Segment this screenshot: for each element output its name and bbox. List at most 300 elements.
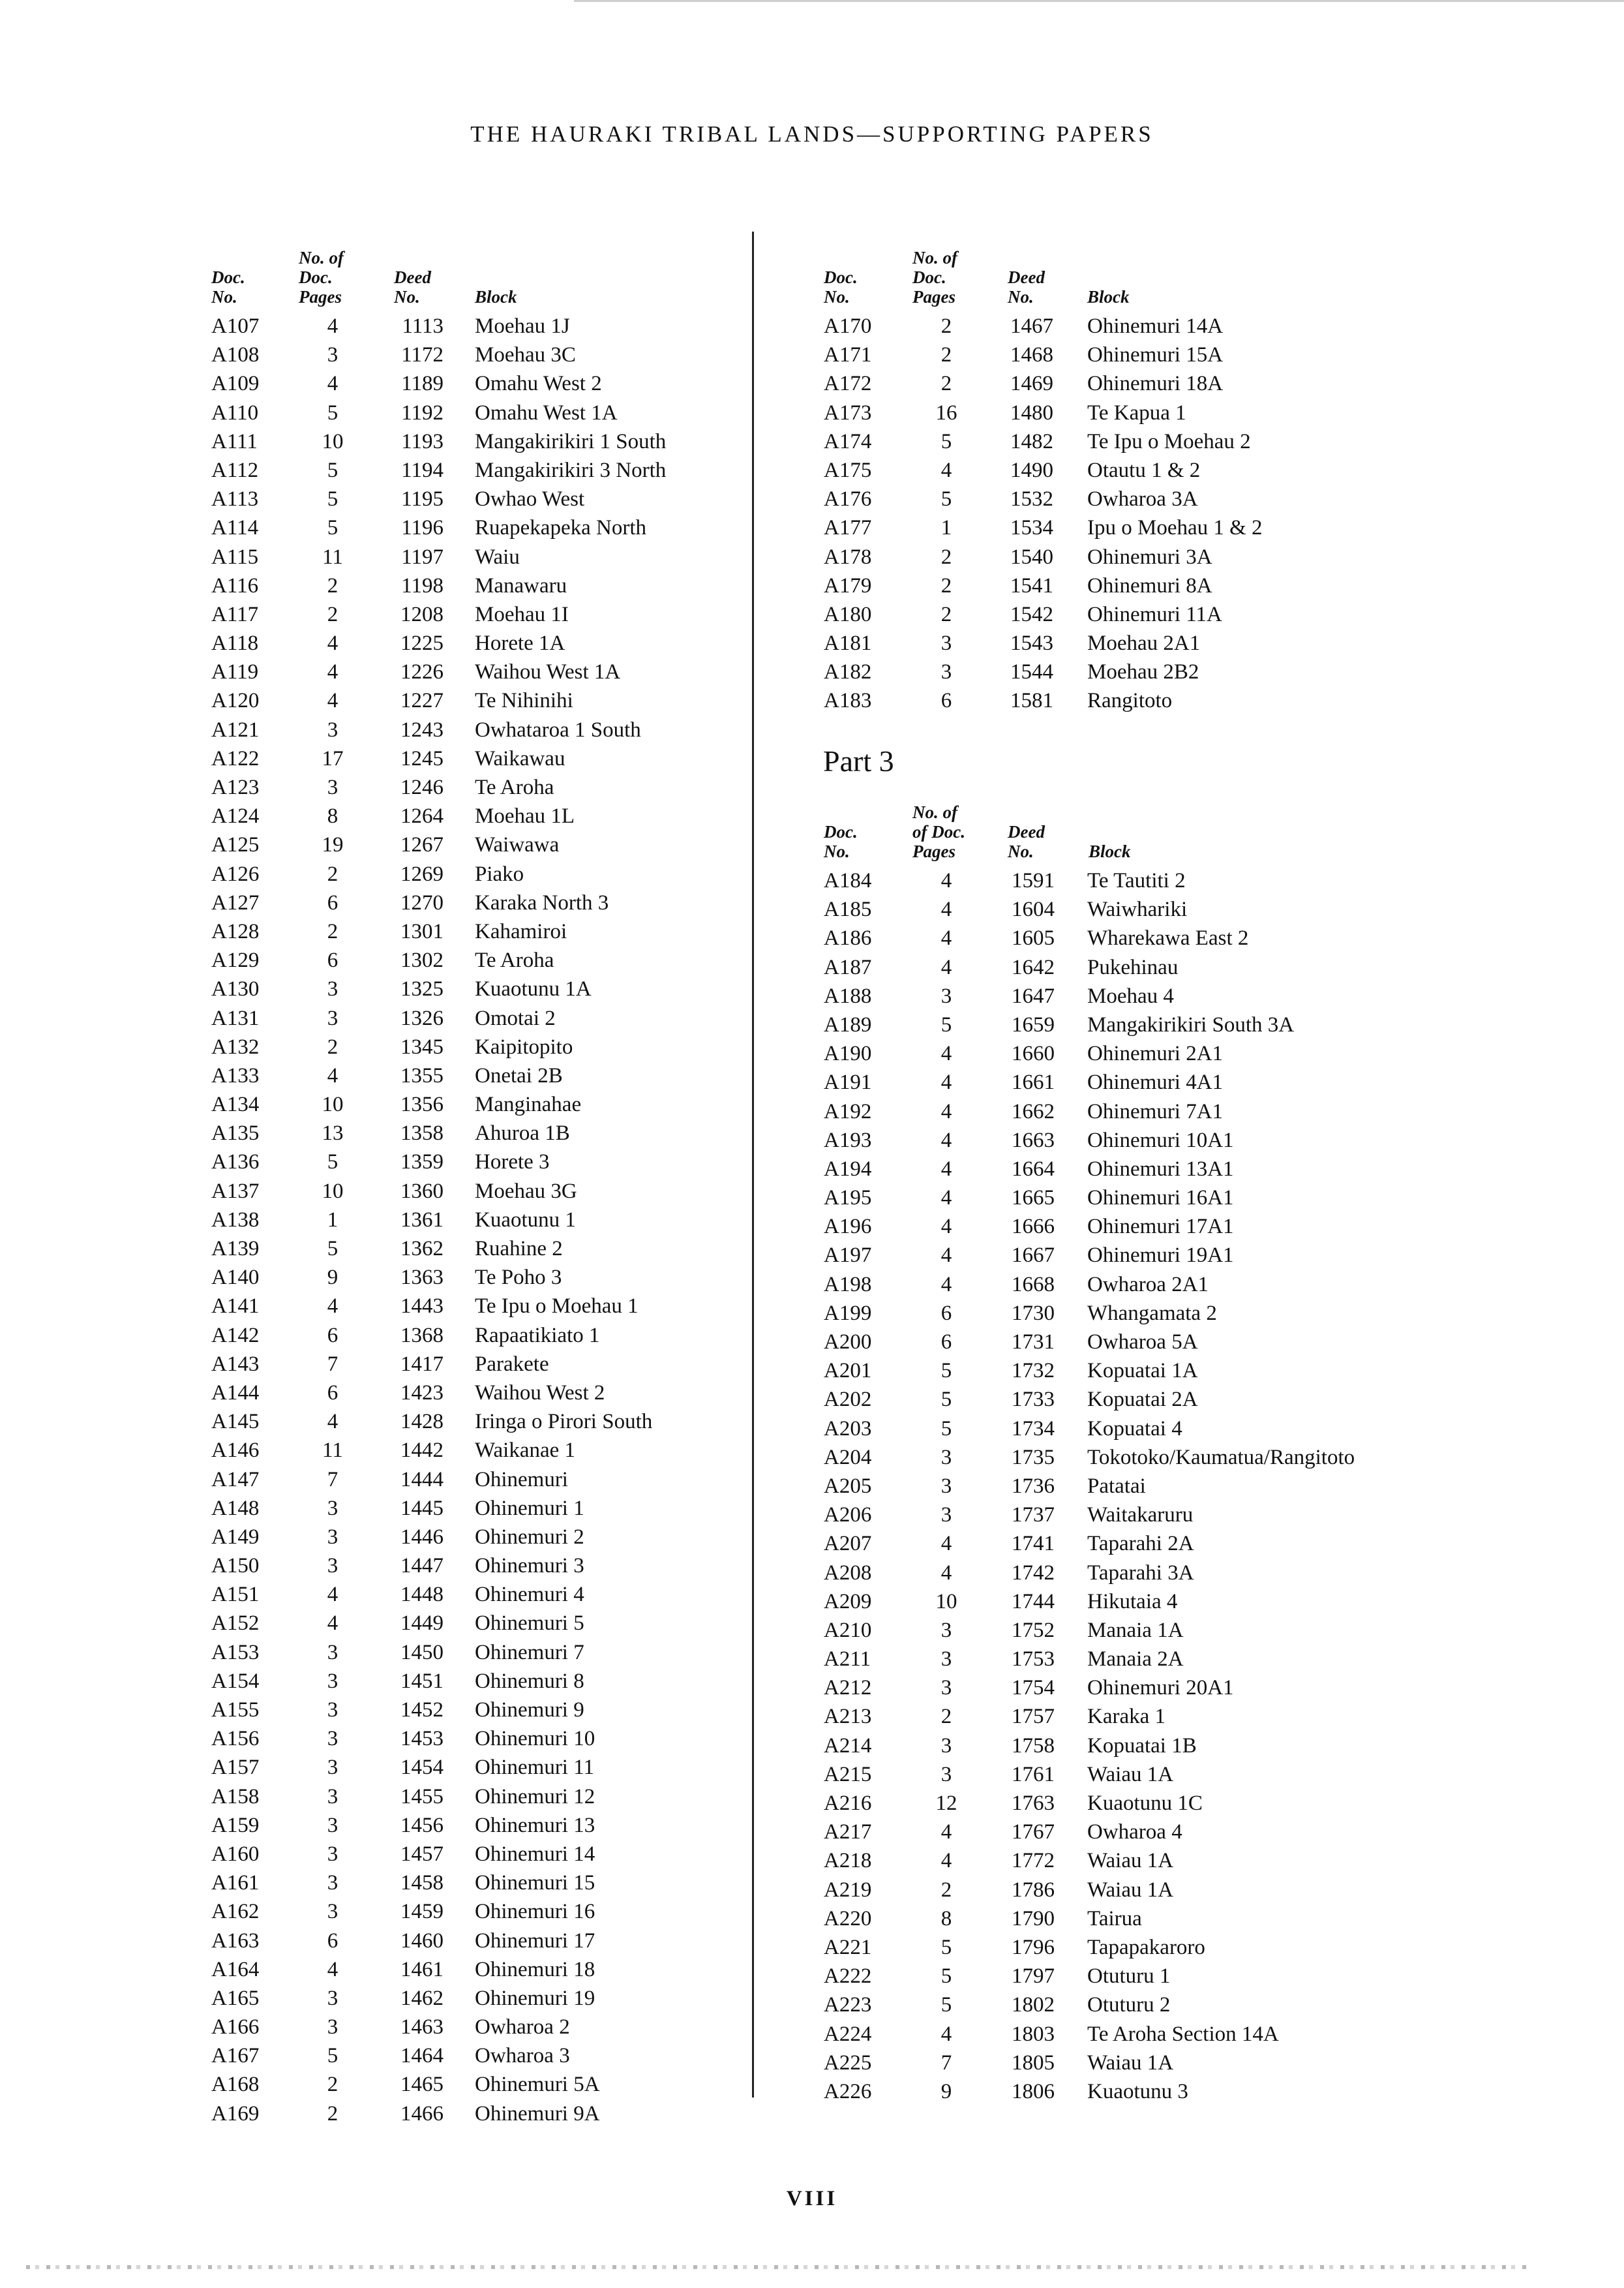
cell-deed: 1468 bbox=[1010, 343, 1053, 367]
cell-doc: A188 bbox=[824, 984, 872, 1008]
cell-doc: A138 bbox=[211, 1208, 260, 1232]
cell-deed: 1786 bbox=[1012, 1878, 1055, 1902]
cell-doc: A213 bbox=[824, 1705, 872, 1729]
cell-doc: A145 bbox=[211, 1410, 260, 1434]
cell-block: Te Aroha Section 14A bbox=[1087, 2022, 1279, 2046]
cell-pages: 9 bbox=[940, 2079, 952, 2103]
table-row bbox=[820, 1241, 1407, 1270]
cell-block: Ohinemuri 13A1 bbox=[1087, 1157, 1234, 1181]
cell-deed: 1189 bbox=[401, 372, 444, 396]
cell-pages: 4 bbox=[327, 1410, 338, 1434]
cell-block: Manginahae bbox=[475, 1093, 582, 1117]
table-row bbox=[820, 341, 1407, 369]
cell-block: Te Nihinihi bbox=[475, 689, 573, 713]
header-doc-pages: No. of Doc. Pages bbox=[299, 248, 344, 307]
cell-doc: A200 bbox=[824, 1330, 872, 1354]
cell-doc: A143 bbox=[211, 1352, 260, 1376]
cell-doc: A223 bbox=[824, 1993, 872, 2017]
cell-pages: 4 bbox=[940, 1849, 952, 1873]
cell-doc: A124 bbox=[211, 804, 260, 829]
scan-edge-line bbox=[574, 0, 1624, 2]
table-row bbox=[207, 1984, 729, 2013]
right-table-headers bbox=[820, 228, 1407, 307]
cell-pages: 3 bbox=[940, 984, 952, 1008]
cell-doc: A162 bbox=[211, 1900, 260, 1924]
table-row bbox=[207, 572, 729, 600]
cell-deed: 1302 bbox=[400, 949, 444, 973]
cell-pages: 4 bbox=[940, 898, 952, 922]
cell-pages: 3 bbox=[327, 1871, 338, 1895]
table-row bbox=[820, 1155, 1407, 1183]
cell-deed: 1758 bbox=[1012, 1733, 1055, 1758]
cell-block: Kahamiroi bbox=[475, 919, 567, 943]
table-row bbox=[207, 658, 729, 686]
table-row bbox=[207, 1090, 729, 1119]
cell-deed: 1443 bbox=[400, 1294, 444, 1319]
table-row bbox=[207, 1551, 729, 1580]
table-row bbox=[820, 1818, 1407, 1846]
table-row bbox=[207, 1465, 729, 1494]
table-row bbox=[207, 312, 729, 341]
table-row bbox=[207, 975, 729, 1003]
cell-block: Te Poho 3 bbox=[475, 1266, 562, 1290]
cell-pages: 3 bbox=[327, 776, 338, 799]
cell-deed: 1195 bbox=[401, 487, 444, 511]
part3-table-rows bbox=[820, 866, 1407, 2106]
table-row bbox=[207, 1148, 729, 1176]
table-row bbox=[207, 946, 729, 975]
cell-deed: 1663 bbox=[1012, 1128, 1055, 1152]
cell-pages: 4 bbox=[940, 1272, 952, 1296]
cell-doc: A118 bbox=[211, 632, 259, 656]
cell-doc: A206 bbox=[824, 1503, 872, 1527]
table-row bbox=[820, 2077, 1407, 2106]
cell-deed: 1455 bbox=[400, 1784, 444, 1808]
cell-block: Kopuatai 2A bbox=[1087, 1388, 1198, 1412]
cell-block: Moehau 2B2 bbox=[1087, 660, 1199, 684]
cell-doc: A180 bbox=[824, 602, 872, 626]
table-row bbox=[207, 1206, 729, 1234]
cell-doc: A166 bbox=[211, 2015, 260, 2039]
cell-deed: 1744 bbox=[1012, 1589, 1055, 1613]
left-table bbox=[207, 228, 729, 2128]
cell-pages: 6 bbox=[940, 1330, 952, 1354]
cell-deed: 1482 bbox=[1010, 429, 1053, 453]
cell-doc: A217 bbox=[824, 1820, 872, 1844]
cell-pages: 4 bbox=[940, 2022, 952, 2046]
header-deed-no: Deed No. bbox=[394, 267, 431, 307]
cell-deed: 1452 bbox=[400, 1698, 444, 1722]
cell-doc: A155 bbox=[211, 1698, 260, 1722]
cell-block: Kuaotunu 1 bbox=[475, 1208, 576, 1232]
cell-deed: 1197 bbox=[401, 545, 444, 569]
cell-block: Tokotoko/Kaumatua/Rangitoto bbox=[1087, 1445, 1355, 1469]
cell-doc: A127 bbox=[211, 891, 260, 915]
cell-pages: 5 bbox=[940, 1964, 952, 1989]
cell-block: Ipu o Moehau 1 & 2 bbox=[1087, 516, 1263, 540]
cell-block: Mangakirikiri South 3A bbox=[1087, 1013, 1295, 1037]
cell-block: Waiau 1A bbox=[1087, 1849, 1174, 1873]
cell-pages: 2 bbox=[327, 1035, 338, 1059]
cell-block: Ohinemuri 17A1 bbox=[1087, 1215, 1234, 1239]
cell-pages: 5 bbox=[940, 1935, 952, 1959]
cell-pages: 11 bbox=[322, 1439, 343, 1463]
cell-doc: A222 bbox=[824, 1964, 872, 1989]
cell-doc: A147 bbox=[211, 1467, 260, 1491]
cell-block: Ohinemuri 8 bbox=[475, 1669, 584, 1693]
table-row bbox=[207, 1580, 729, 1609]
cell-deed: 1449 bbox=[400, 1611, 444, 1636]
header-doc-no: Doc. No. bbox=[824, 267, 858, 307]
cell-pages: 3 bbox=[327, 1006, 338, 1030]
cell-block: Iringa o Pirori South bbox=[475, 1410, 653, 1434]
table-row bbox=[207, 917, 729, 946]
cell-pages: 4 bbox=[327, 689, 338, 713]
cell-deed: 1192 bbox=[401, 401, 444, 425]
cell-pages: 4 bbox=[940, 458, 952, 482]
cell-block: Ohinemuri 17 bbox=[475, 1929, 595, 1953]
cell-block: Tapapakaroro bbox=[1087, 1935, 1205, 1959]
cell-pages: 5 bbox=[327, 1150, 338, 1174]
cell-doc: A153 bbox=[211, 1640, 260, 1664]
cell-block: Kuaotunu 1C bbox=[1087, 1792, 1203, 1815]
table-row bbox=[207, 1292, 729, 1320]
cell-deed: 1467 bbox=[1010, 314, 1053, 338]
cell-doc: A199 bbox=[824, 1301, 872, 1325]
cell-pages: 3 bbox=[327, 1554, 338, 1578]
cell-pages: 5 bbox=[940, 1013, 952, 1037]
cell-block: Manaia 1A bbox=[1087, 1618, 1184, 1642]
column-divider bbox=[752, 232, 754, 2097]
cell-doc: A209 bbox=[824, 1589, 872, 1613]
table-row bbox=[820, 427, 1407, 456]
cell-doc: A211 bbox=[824, 1647, 871, 1671]
cell-deed: 1194 bbox=[401, 458, 444, 482]
cell-pages: 8 bbox=[940, 1906, 952, 1930]
cell-block: Moehau 3C bbox=[475, 343, 576, 367]
cell-deed: 1355 bbox=[400, 1063, 444, 1088]
header-doc-pages: No. of Doc. Pages bbox=[912, 248, 957, 307]
cell-deed: 1806 bbox=[1012, 2079, 1055, 2103]
cell-doc: A224 bbox=[824, 2022, 872, 2046]
cell-deed: 1605 bbox=[1012, 926, 1055, 951]
cell-deed: 1732 bbox=[1012, 1359, 1055, 1383]
running-head: THE HAURAKI TRIBAL LANDS—SUPPORTING PAPERS bbox=[470, 121, 1154, 147]
cell-doc: A193 bbox=[824, 1128, 872, 1152]
cell-block: Ohinemuri 11A bbox=[1087, 602, 1222, 626]
cell-block: Ohinemuri 15A bbox=[1087, 343, 1224, 367]
table-row bbox=[820, 1299, 1407, 1328]
cell-doc: A195 bbox=[824, 1186, 872, 1210]
cell-block: Onetai 2B bbox=[475, 1063, 563, 1088]
cell-doc: A125 bbox=[211, 833, 260, 857]
cell-deed: 1761 bbox=[1012, 1762, 1055, 1786]
cell-pages: 1 bbox=[327, 1208, 338, 1232]
cell-doc: A130 bbox=[211, 977, 260, 1001]
cell-doc: A197 bbox=[824, 1243, 872, 1268]
cell-pages: 3 bbox=[327, 977, 338, 1001]
table-row bbox=[207, 2013, 729, 2041]
cell-doc: A215 bbox=[824, 1762, 872, 1786]
cell-block: Ohinemuri 5 bbox=[475, 1611, 584, 1636]
cell-deed: 1458 bbox=[400, 1871, 444, 1895]
cell-pages: 3 bbox=[940, 660, 952, 684]
cell-deed: 1665 bbox=[1012, 1186, 1055, 1210]
table-row bbox=[820, 1011, 1407, 1039]
cell-pages: 4 bbox=[327, 372, 338, 396]
cell-block: Ohinemuri 13 bbox=[475, 1813, 595, 1837]
table-row bbox=[820, 1068, 1407, 1097]
cell-deed: 1541 bbox=[1010, 573, 1053, 598]
cell-pages: 3 bbox=[327, 1727, 338, 1751]
cell-doc: A172 bbox=[824, 372, 872, 396]
cell-pages: 4 bbox=[940, 926, 952, 951]
cell-deed: 1243 bbox=[400, 718, 444, 742]
table-row bbox=[207, 427, 729, 456]
cell-doc: A136 bbox=[211, 1150, 260, 1174]
cell-pages: 3 bbox=[940, 1474, 952, 1498]
cell-doc: A175 bbox=[824, 458, 872, 482]
cell-block: Ohinemuri 14A bbox=[1087, 314, 1224, 338]
cell-doc: A161 bbox=[211, 1871, 260, 1895]
table-row bbox=[207, 1897, 729, 1926]
cell-pages: 4 bbox=[940, 1561, 952, 1585]
cell-deed: 1198 bbox=[401, 573, 444, 598]
table-row bbox=[207, 543, 729, 572]
cell-pages: 2 bbox=[940, 1705, 952, 1729]
cell-block: Mangakirikiri 1 South bbox=[475, 429, 667, 453]
cell-doc: A126 bbox=[211, 862, 260, 886]
cell-doc: A187 bbox=[824, 955, 872, 979]
table-row bbox=[820, 1529, 1407, 1558]
cell-deed: 1362 bbox=[400, 1237, 444, 1260]
cell-deed: 1534 bbox=[1010, 516, 1053, 540]
cell-pages: 5 bbox=[940, 429, 952, 453]
cell-deed: 1543 bbox=[1010, 632, 1053, 656]
cell-deed: 1461 bbox=[400, 1957, 444, 1981]
cell-block: Mangakirikiri 3 North bbox=[475, 458, 667, 482]
cell-block: Otuturu 2 bbox=[1087, 1993, 1171, 2017]
table-row bbox=[207, 513, 729, 542]
table-row bbox=[820, 399, 1407, 427]
cell-doc: A210 bbox=[824, 1618, 872, 1642]
table-row bbox=[207, 1724, 729, 1753]
table-row bbox=[820, 1789, 1407, 1818]
cell-doc: A177 bbox=[824, 516, 872, 540]
cell-block: Ohinemuri 2A1 bbox=[1087, 1042, 1224, 1066]
cell-deed: 1581 bbox=[1010, 689, 1053, 713]
cell-pages: 4 bbox=[327, 1611, 338, 1636]
cell-deed: 1667 bbox=[1012, 1243, 1055, 1268]
cell-block: Owhataroa 1 South bbox=[475, 718, 641, 742]
cell-deed: 1797 bbox=[1012, 1964, 1055, 1989]
cell-pages: 2 bbox=[327, 602, 338, 626]
cell-pages: 10 bbox=[322, 429, 344, 453]
cell-pages: 4 bbox=[940, 1099, 952, 1123]
cell-block: Karaka North 3 bbox=[475, 891, 609, 915]
cell-block: Horete 3 bbox=[475, 1150, 550, 1174]
cell-block: Kaipitopito bbox=[475, 1035, 573, 1059]
cell-block: Moehau 1L bbox=[475, 804, 575, 829]
cell-doc: A208 bbox=[824, 1561, 872, 1585]
table-row bbox=[207, 341, 729, 369]
cell-deed: 1361 bbox=[400, 1208, 444, 1232]
cell-doc: A168 bbox=[211, 2073, 260, 2097]
cell-deed: 1447 bbox=[400, 1554, 444, 1578]
cell-block: Ohinemuri 4A1 bbox=[1087, 1071, 1224, 1095]
cell-block: Waihou West 1A bbox=[475, 660, 621, 684]
cell-doc: A142 bbox=[211, 1323, 260, 1347]
cell-deed: 1730 bbox=[1012, 1301, 1055, 1325]
cell-doc: A216 bbox=[824, 1792, 872, 1815]
cell-deed: 1772 bbox=[1012, 1849, 1055, 1873]
cell-block: Moehau 4 bbox=[1087, 984, 1174, 1008]
table-row bbox=[207, 1840, 729, 1869]
cell-pages: 5 bbox=[940, 487, 952, 511]
cell-block: Manaia 2A bbox=[1087, 1647, 1184, 1671]
table-row bbox=[820, 1385, 1407, 1414]
cell-doc: A196 bbox=[824, 1215, 872, 1239]
cell-deed: 1540 bbox=[1010, 545, 1053, 569]
cell-deed: 1661 bbox=[1012, 1071, 1055, 1095]
cell-deed: 1532 bbox=[1010, 487, 1053, 511]
cell-block: Ohinemuri 10A1 bbox=[1087, 1128, 1234, 1152]
cell-block: Ohinemuri 3A bbox=[1087, 545, 1212, 569]
table-row bbox=[820, 2049, 1407, 2077]
cell-doc: A112 bbox=[211, 458, 259, 482]
cell-pages: 3 bbox=[940, 1733, 952, 1758]
cell-deed: 1246 bbox=[400, 776, 444, 799]
table-row bbox=[207, 1609, 729, 1638]
cell-doc: A218 bbox=[824, 1849, 872, 1873]
table-row bbox=[820, 629, 1407, 658]
cell-pages: 4 bbox=[940, 955, 952, 979]
cell-block: Rapaatikiato 1 bbox=[475, 1323, 600, 1347]
cell-block: Moehau 1I bbox=[475, 602, 569, 626]
cell-doc: A160 bbox=[211, 1842, 260, 1866]
cell-block: Taparahi 2A bbox=[1087, 1532, 1194, 1556]
cell-pages: 3 bbox=[327, 343, 338, 367]
cell-deed: 1469 bbox=[1010, 372, 1053, 396]
cell-doc: A119 bbox=[211, 660, 259, 684]
cell-pages: 3 bbox=[327, 1986, 338, 2010]
cell-deed: 1267 bbox=[400, 833, 444, 857]
cell-block: Moehau 2A1 bbox=[1087, 632, 1201, 656]
cell-deed: 1226 bbox=[400, 660, 444, 684]
cell-pages: 10 bbox=[322, 1093, 344, 1117]
cell-pages: 2 bbox=[327, 573, 338, 598]
cell-block: Ohinemuri 18A bbox=[1087, 372, 1224, 396]
cell-block: Te Ipu o Moehau 1 bbox=[475, 1294, 639, 1319]
page-number: VIII bbox=[786, 2187, 838, 2210]
cell-pages: 3 bbox=[327, 1842, 338, 1866]
cell-block: Te Aroha bbox=[475, 776, 554, 799]
cell-block: Kopuatai 1B bbox=[1087, 1733, 1197, 1758]
cell-doc: A132 bbox=[211, 1035, 260, 1059]
cell-pages: 4 bbox=[327, 1294, 338, 1319]
table-row bbox=[207, 485, 729, 513]
right-table-rows bbox=[820, 312, 1407, 716]
table-row bbox=[207, 1523, 729, 1551]
cell-doc: A203 bbox=[824, 1416, 872, 1441]
table-row bbox=[207, 744, 729, 773]
cell-doc: A140 bbox=[211, 1266, 260, 1290]
cell-pages: 3 bbox=[940, 1503, 952, 1527]
cell-block: Ruapekapeka North bbox=[475, 516, 646, 540]
cell-deed: 1763 bbox=[1012, 1792, 1055, 1815]
cell-pages: 3 bbox=[940, 1618, 952, 1642]
cell-deed: 1790 bbox=[1012, 1906, 1055, 1930]
table-row bbox=[820, 924, 1407, 953]
cell-block: Ohinemuri 11 bbox=[475, 1756, 594, 1780]
cell-deed: 1733 bbox=[1012, 1388, 1055, 1412]
cell-deed: 1225 bbox=[400, 632, 444, 656]
cell-doc: A149 bbox=[211, 1525, 260, 1549]
cell-doc: A194 bbox=[824, 1157, 872, 1181]
table-row bbox=[207, 1379, 729, 1407]
cell-block: Ohinemuri 3 bbox=[475, 1554, 584, 1578]
table-row bbox=[207, 456, 729, 485]
cell-block: Ohinemuri 18 bbox=[475, 1957, 595, 1981]
cell-pages: 4 bbox=[940, 1128, 952, 1152]
cell-deed: 1356 bbox=[400, 1093, 444, 1117]
cell-pages: 4 bbox=[940, 869, 952, 892]
cell-block: Horete 1A bbox=[475, 632, 565, 656]
cell-deed: 1752 bbox=[1012, 1618, 1055, 1642]
cell-block: Manawaru bbox=[475, 573, 567, 598]
cell-block: Te Kapua 1 bbox=[1087, 401, 1186, 425]
table-row bbox=[820, 543, 1407, 572]
cell-doc: A163 bbox=[211, 1929, 260, 1953]
cell-deed: 1736 bbox=[1012, 1474, 1055, 1498]
cell-pages: 5 bbox=[940, 1359, 952, 1383]
cell-pages: 10 bbox=[322, 1179, 344, 1203]
cell-pages: 5 bbox=[327, 458, 338, 482]
cell-pages: 4 bbox=[940, 1157, 952, 1181]
cell-pages: 2 bbox=[940, 372, 952, 396]
cell-doc: A148 bbox=[211, 1496, 260, 1520]
table-row bbox=[207, 1350, 729, 1379]
table-row bbox=[207, 1696, 729, 1724]
cell-doc: A221 bbox=[824, 1935, 872, 1959]
cell-block: Owharoa 3 bbox=[475, 2044, 570, 2068]
cell-pages: 3 bbox=[327, 1756, 338, 1780]
cell-deed: 1172 bbox=[401, 343, 444, 367]
cell-doc: A164 bbox=[211, 1957, 260, 1981]
header-deed-no: Deed No. bbox=[1008, 267, 1045, 307]
table-row bbox=[207, 1436, 729, 1465]
cell-block: Ohinemuri 8A bbox=[1087, 573, 1212, 598]
table-row bbox=[820, 866, 1407, 895]
cell-block: Ohinemuri 14 bbox=[475, 1842, 595, 1866]
cell-deed: 1742 bbox=[1012, 1561, 1055, 1585]
cell-deed: 1360 bbox=[400, 1179, 444, 1203]
cell-doc: A109 bbox=[211, 372, 260, 396]
cell-doc: A173 bbox=[824, 401, 872, 425]
cell-block: Te Tautiti 2 bbox=[1087, 869, 1186, 892]
table-row bbox=[207, 1494, 729, 1523]
table-row bbox=[820, 1731, 1407, 1760]
header-block: Block bbox=[1087, 287, 1130, 307]
cell-deed: 1417 bbox=[400, 1352, 444, 1376]
cell-doc: A167 bbox=[211, 2044, 260, 2068]
cell-pages: 7 bbox=[327, 1467, 338, 1491]
cell-doc: A139 bbox=[211, 1237, 260, 1260]
table-row bbox=[820, 895, 1407, 924]
cell-pages: 4 bbox=[327, 1957, 338, 1981]
cell-pages: 2 bbox=[940, 573, 952, 598]
cell-pages: 7 bbox=[940, 2051, 952, 2075]
